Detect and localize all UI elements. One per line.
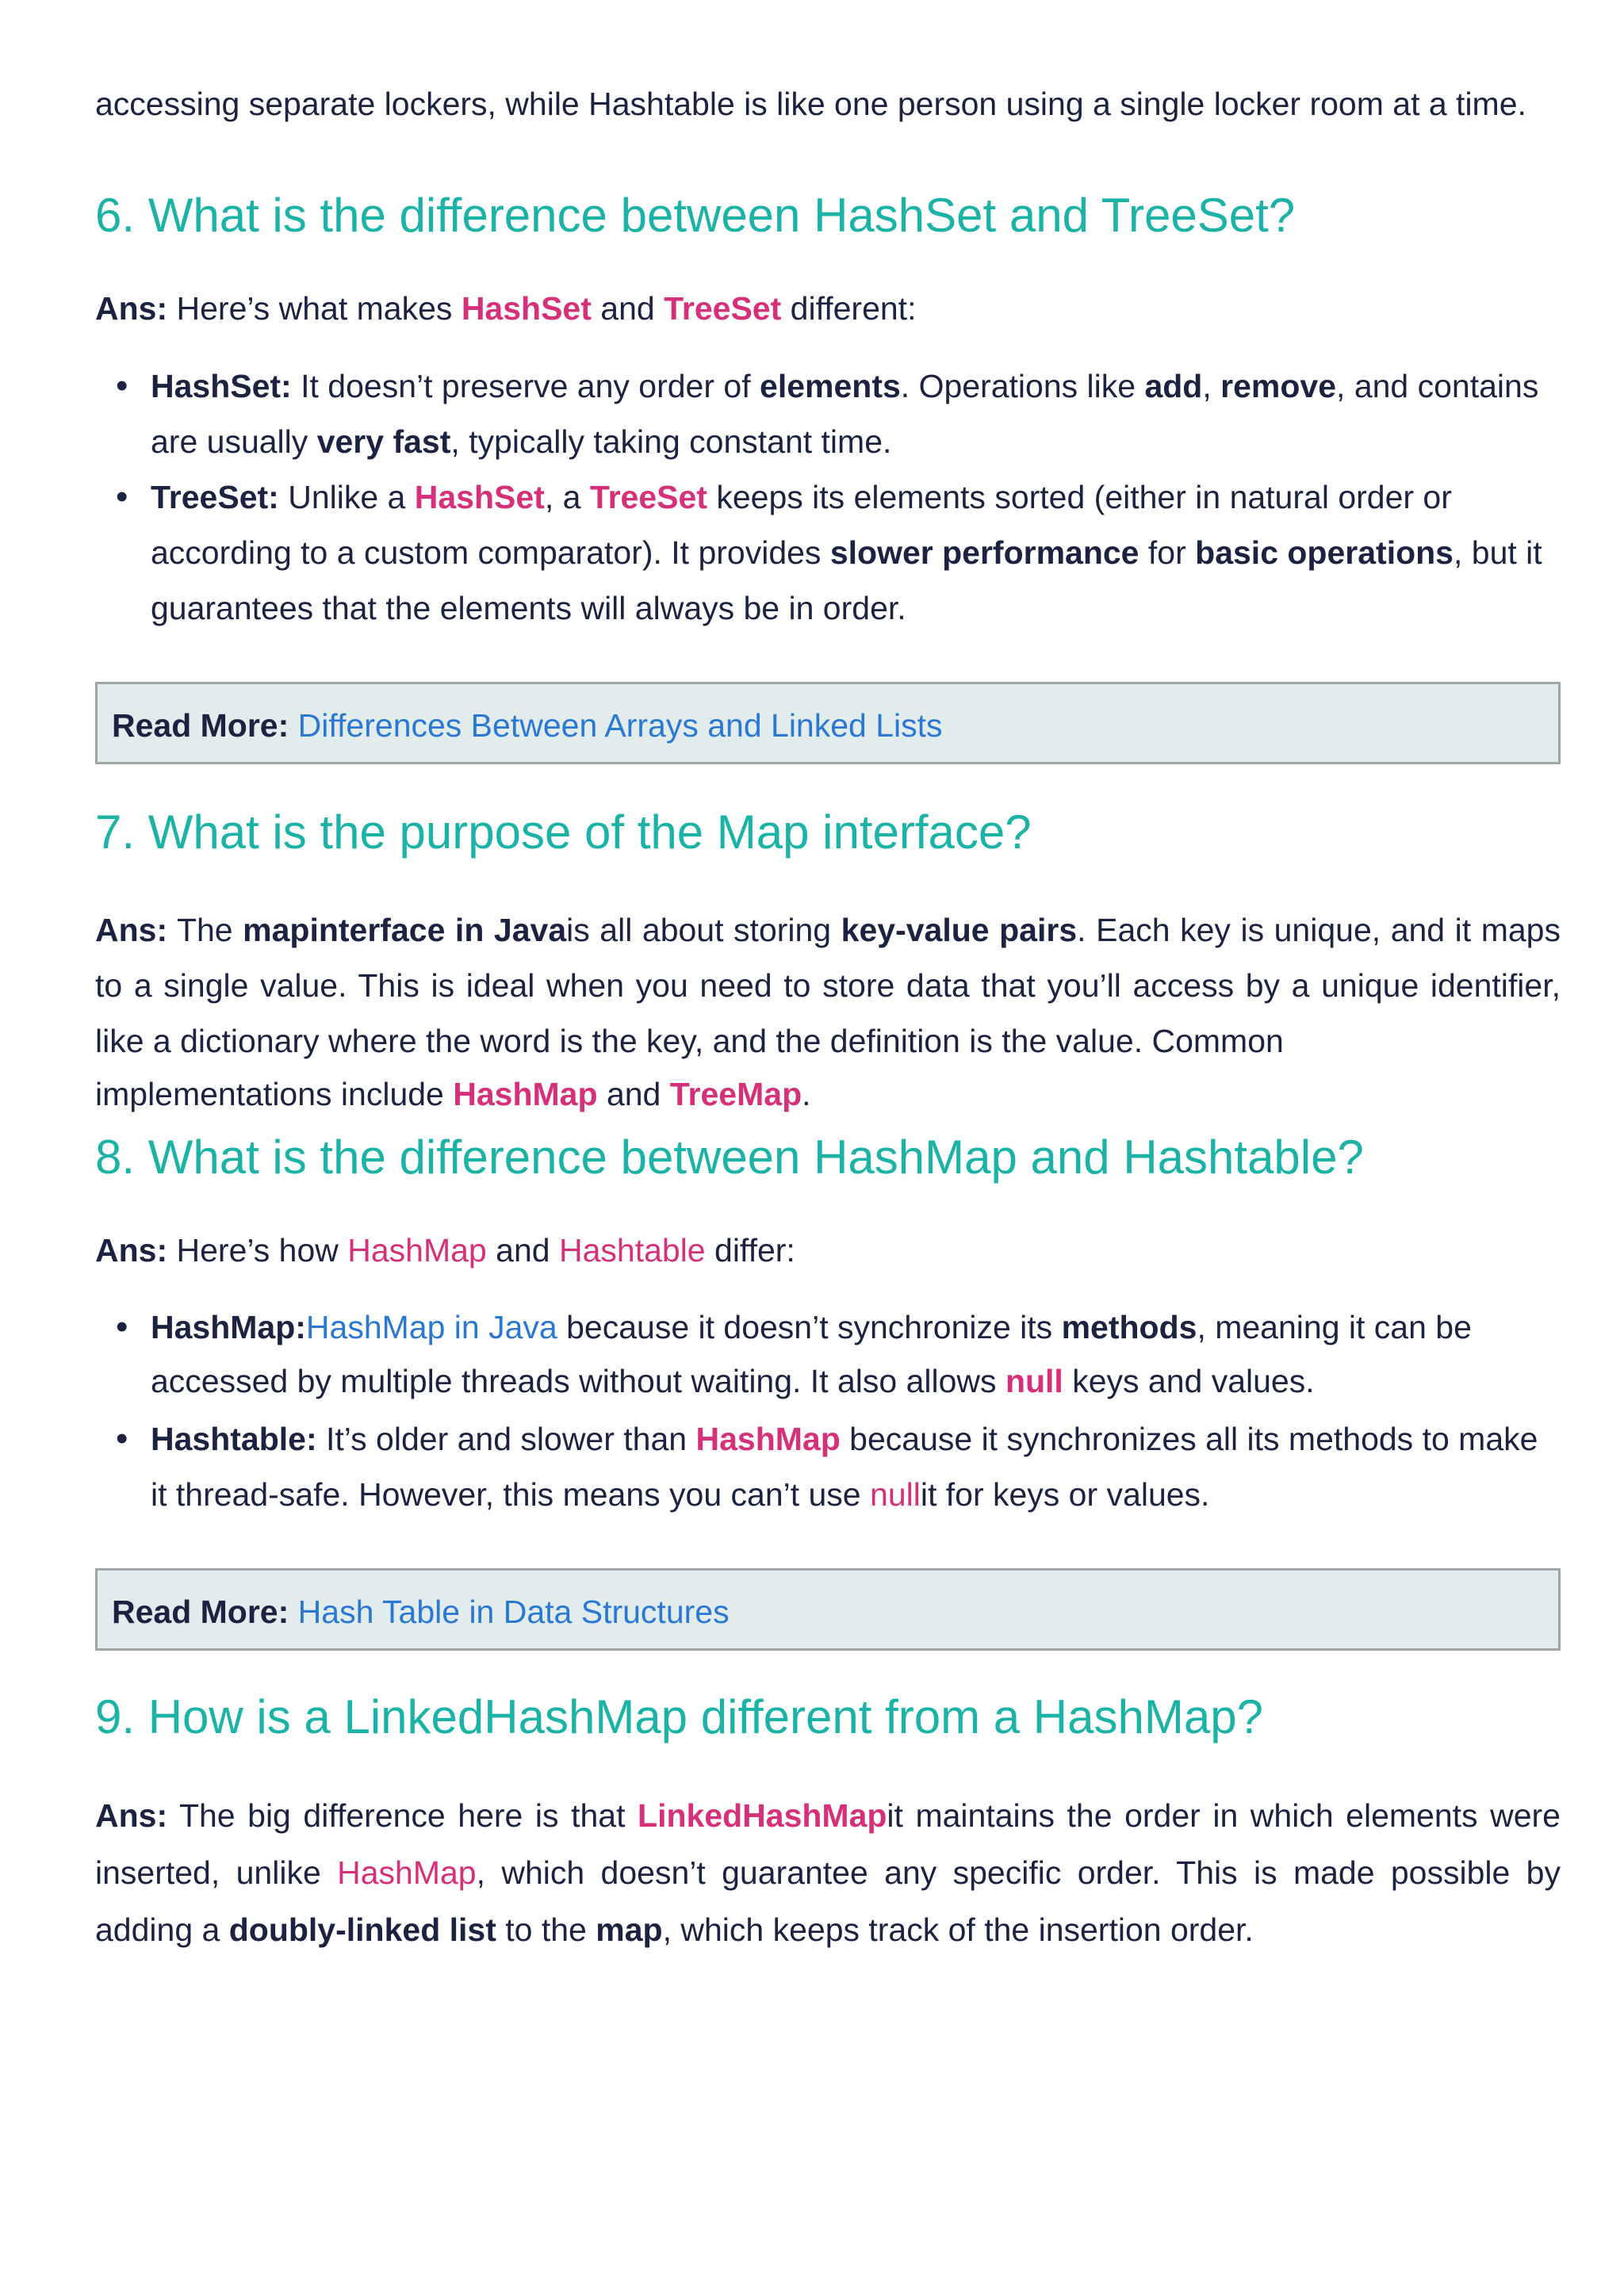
text: , a xyxy=(544,479,581,515)
term-null: null xyxy=(1005,1363,1063,1399)
bold-term: basic operations xyxy=(1195,534,1454,571)
text: and xyxy=(606,1076,661,1112)
text: because it doesn’t synchronize its xyxy=(566,1309,1053,1345)
term-hashset: HashSet xyxy=(414,479,545,515)
bold-term: mapinterface in Java xyxy=(243,912,567,948)
item-label: TreeSet: xyxy=(151,479,279,515)
term-null: null xyxy=(870,1476,921,1513)
term-linkedhashmap: LinkedHashMap xyxy=(638,1797,887,1834)
text: Unlike a xyxy=(288,479,406,515)
text: , meaning it can be accessed by multiple threads without waiting. It also allows xyxy=(151,1309,1472,1399)
text: , typically taking constant time. xyxy=(450,423,892,460)
q7-answer-cont xyxy=(95,1069,1561,1119)
text: It doesn’t preserve any order of xyxy=(301,368,751,404)
term-treemap: TreeMap xyxy=(669,1076,802,1112)
item-label: HashSet: xyxy=(151,368,292,404)
q6-heading: 6. What is the difference between HashSet and TreeSet? xyxy=(95,189,1296,242)
term-hashtable: Hashtable xyxy=(558,1232,706,1269)
bold-term: map xyxy=(596,1911,663,1948)
bold-term: key-value pairs xyxy=(841,912,1078,948)
hashmap-in-java-link[interactable]: HashMap in Java xyxy=(305,1309,557,1345)
text: and xyxy=(496,1232,550,1269)
text: Here’s how xyxy=(176,1232,339,1269)
intro-paragraph xyxy=(95,76,1546,132)
q8-answer-intro xyxy=(95,1223,1561,1278)
text: it for keys or values. xyxy=(920,1476,1210,1513)
q6-bullet-list xyxy=(95,358,1561,636)
text: it maintains the order in which elements were inserted, unlike xyxy=(95,1797,1561,1891)
text: . xyxy=(802,1076,811,1112)
article-content xyxy=(95,76,1561,1958)
item-label: HashMap: xyxy=(151,1309,306,1345)
text: , but it guarantees that the elements will always be in order. xyxy=(151,534,1542,626)
q8-heading: 8. What is the difference between HashMap and Hashtable? xyxy=(95,1131,1364,1184)
ans-label: Ans: xyxy=(95,1232,168,1269)
bold-term: methods xyxy=(1061,1309,1197,1345)
bold-term: very fast xyxy=(316,423,451,460)
q8-bullet-list xyxy=(95,1300,1561,1522)
text: and xyxy=(600,290,655,327)
text: , which doesn’t guarantee any specific order. This is made possible by adding a xyxy=(95,1854,1561,1948)
bold-term: add xyxy=(1144,368,1203,404)
text: because it synchronizes all its methods to make it thread-safe. However, this means you can’t use xyxy=(151,1421,1538,1513)
list-item xyxy=(95,469,1561,636)
text: to the xyxy=(505,1911,587,1948)
text: different: xyxy=(790,290,917,327)
bullet-icon: • xyxy=(116,1419,128,1458)
ans-label: Ans: xyxy=(95,1797,168,1834)
text: The xyxy=(176,912,233,948)
bullet-icon: • xyxy=(116,477,128,516)
text: , and contains are usually xyxy=(151,368,1539,460)
text: keys and values. xyxy=(1072,1363,1315,1399)
text: The big difference here is that xyxy=(178,1797,626,1834)
q9-heading: 9. How is a LinkedHashMap different from a HashMap? xyxy=(95,1690,1263,1743)
text: . Each key is unique, and it maps to a single value. This is ideal when you need to store data that you’ll access by a unique identifier, like a dictionary where the word is the key, and the definition is the value. Common xyxy=(95,912,1561,1059)
list-item xyxy=(95,1300,1561,1408)
bold-term: remove xyxy=(1220,368,1337,404)
read-more-link[interactable]: Differences Between Arrays and Linked Lists xyxy=(297,707,943,744)
text: keeps its elements sorted (either in natural order or according to a custom comparator). It provides xyxy=(151,479,1452,571)
read-more-label: Read More: xyxy=(112,707,289,744)
bullet-icon: • xyxy=(116,366,128,405)
q9-answer xyxy=(95,1787,1561,1958)
q6-answer-intro xyxy=(95,281,1561,336)
list-item xyxy=(95,358,1561,469)
read-more-box xyxy=(95,682,1561,764)
item-label: Hashtable: xyxy=(151,1421,317,1457)
text: differ: xyxy=(714,1232,795,1269)
intro-text: accessing separate lockers, while Hashtable is like one person using a single locker room at a time. xyxy=(95,86,1526,122)
bold-term: elements xyxy=(760,368,901,404)
bullet-icon: • xyxy=(116,1307,128,1346)
q7-heading: 7. What is the purpose of the Map interface? xyxy=(95,806,1032,859)
bold-term: slower performance xyxy=(829,534,1139,571)
term-treeset: TreeSet xyxy=(664,290,782,327)
q7-answer xyxy=(95,902,1561,1069)
term-hashmap: HashMap xyxy=(337,1854,477,1891)
list-item xyxy=(95,1411,1561,1522)
term-treeset: TreeSet xyxy=(589,479,707,515)
text: for xyxy=(1147,534,1186,571)
text: It’s older and slower than xyxy=(326,1421,688,1457)
term-hashmap: HashMap xyxy=(453,1076,598,1112)
text: . Operations like xyxy=(900,368,1136,404)
read-more-link[interactable]: Hash Table in Data Structures xyxy=(297,1594,730,1630)
text: implementations include xyxy=(95,1076,444,1112)
term-hashmap: HashMap xyxy=(347,1232,487,1269)
text: is all about storing xyxy=(566,912,832,948)
read-more-box xyxy=(95,1568,1561,1651)
text: , xyxy=(1202,368,1212,404)
ans-label: Ans: xyxy=(95,912,168,948)
text: , which keeps track of the insertion order. xyxy=(662,1911,1254,1948)
text: Here’s what makes xyxy=(176,290,453,327)
term-hashset: HashSet xyxy=(461,290,592,327)
read-more-label: Read More: xyxy=(112,1594,289,1630)
term-hashmap: HashMap xyxy=(695,1421,841,1457)
ans-label: Ans: xyxy=(95,290,168,327)
bold-term: doubly-linked list xyxy=(228,1911,496,1948)
